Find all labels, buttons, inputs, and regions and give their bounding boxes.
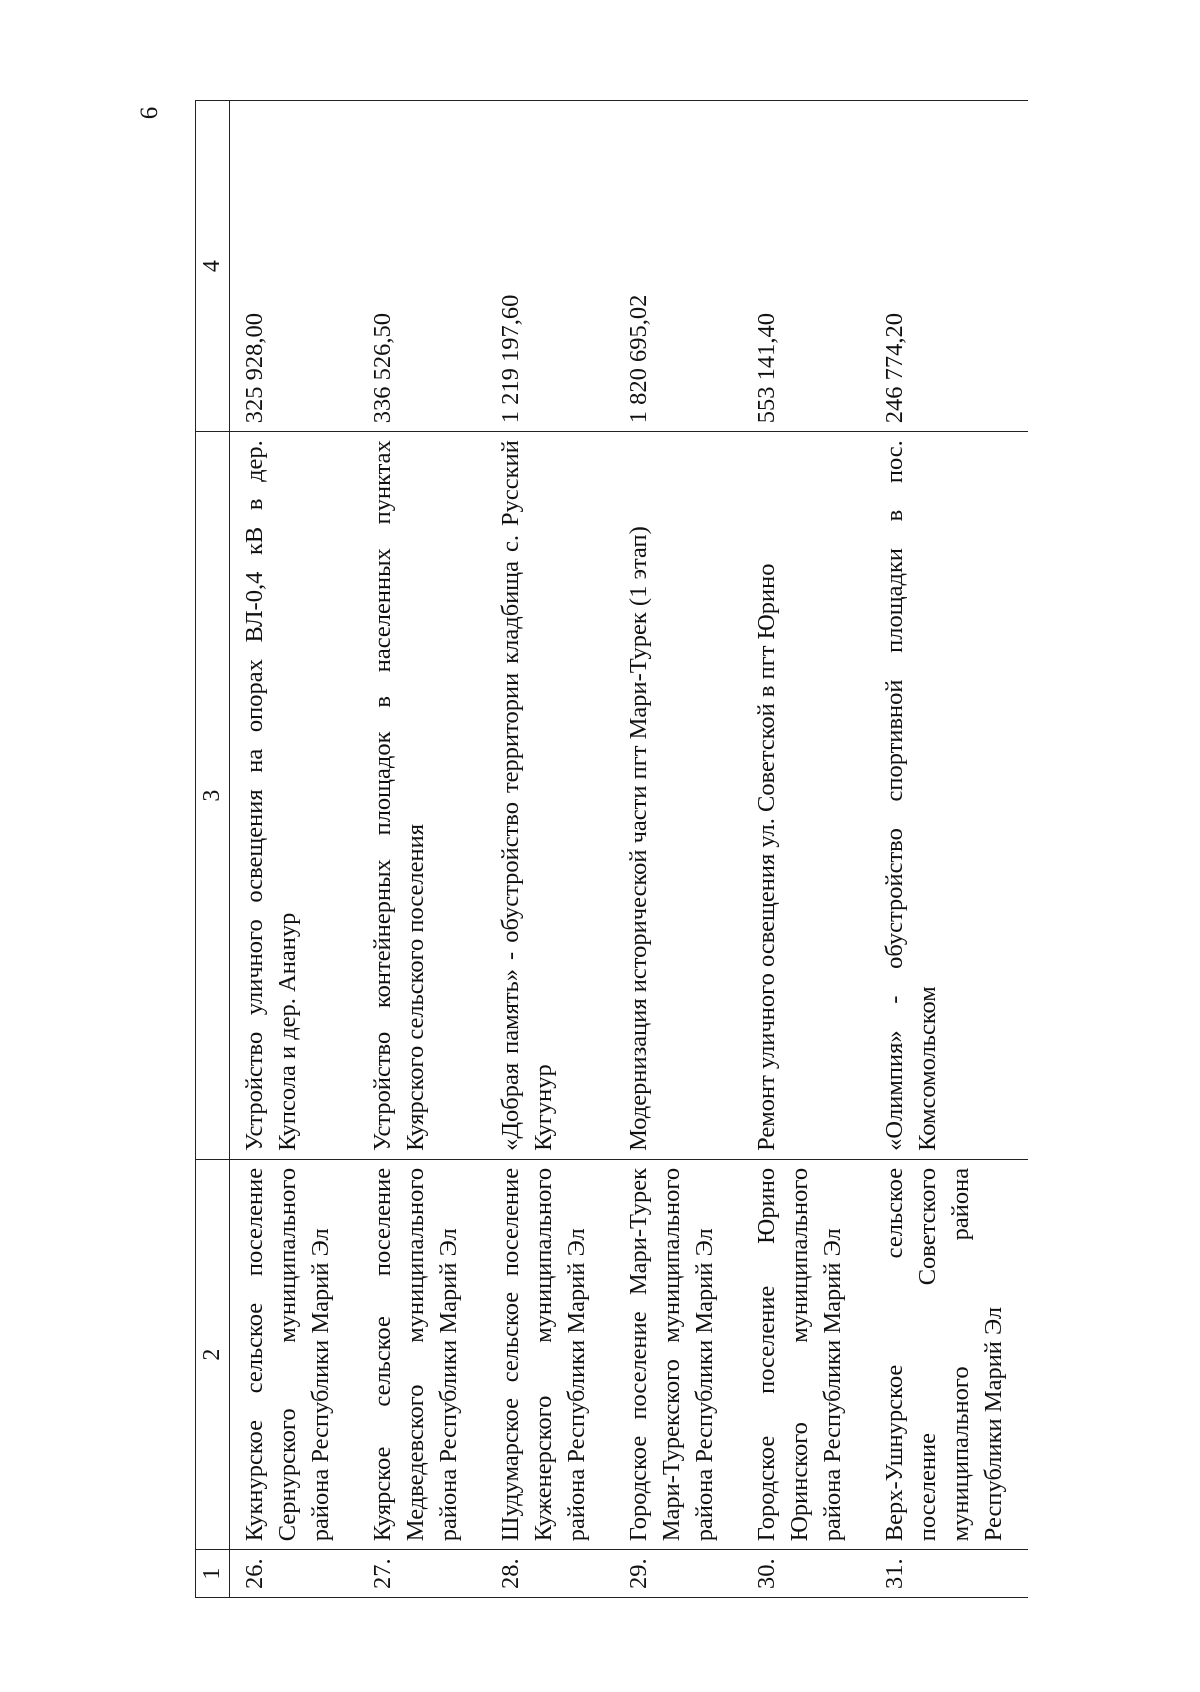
amount-cell: 1 219 197,60 <box>488 101 616 432</box>
table-row <box>872 101 1028 1598</box>
table-row <box>230 101 361 1598</box>
project-cell: Ремонт уличного освещения ул. Советской в пгт Юрино <box>744 432 872 1160</box>
project-cell: «Олимпия» - обустройство спортивной площадки в пос. Комсомольском <box>872 432 1028 1160</box>
municipality-cell: Городское поселение Мари-Турек Мари-Турекского муниципального района Республики Марий Эл <box>616 1159 744 1549</box>
project-cell: Устройство уличного освещения на опорах ВЛ-0,4 кВ в дер. Купсола и дер. Ананур <box>230 432 361 1160</box>
page-number: 6 <box>136 106 163 120</box>
project-cell: Устройство контейнерных площадок в населенных пунктах Куярского сельского поселения <box>360 432 488 1160</box>
row-number: 29. <box>616 1550 744 1598</box>
row-number: 27. <box>360 1550 488 1598</box>
table-row <box>616 101 744 1598</box>
row-number: 26. <box>230 1550 361 1598</box>
row-number: 28. <box>488 1550 616 1598</box>
project-cell: «Добрая память» - обустройство территории кладбища с. Русский Кугунур <box>488 432 616 1160</box>
municipality-cell: Шудумарское сельское поселение Куженерского муниципального района Республики Марий Эл <box>488 1159 616 1549</box>
table-row <box>744 101 872 1598</box>
column-header-3: 3 <box>196 432 230 1160</box>
rotated-table-container <box>195 100 1007 1598</box>
projects-table <box>195 100 1028 1598</box>
column-header-2: 2 <box>196 1159 230 1549</box>
column-header-1: 1 <box>196 1550 230 1598</box>
amount-cell: 325 928,00 <box>230 101 361 432</box>
project-cell: Модернизация исторической части пгт Мари-Турек (1 этап) <box>616 432 744 1160</box>
amount-cell: 1 820 695,02 <box>616 101 744 432</box>
row-number: 31. <box>872 1550 1028 1598</box>
amount-cell: 336 526,50 <box>360 101 488 432</box>
table-row <box>488 101 616 1598</box>
amount-cell: 553 141,40 <box>744 101 872 432</box>
table-row <box>360 101 488 1598</box>
municipality-cell: Куярское сельское поселение Медведевского муниципального района Республики Марий Эл <box>360 1159 488 1549</box>
column-header-4: 4 <box>196 101 230 432</box>
municipality-cell: Кукнурское сельское поселение Сернурского муниципального района Республики Марий Эл <box>230 1159 361 1549</box>
amount-cell: 246 774,20 <box>872 101 1028 432</box>
municipality-cell: Городское поселение Юрино Юринского муниципального района Республики Марий Эл <box>744 1159 872 1549</box>
row-number: 30. <box>744 1550 872 1598</box>
column-number-header <box>196 101 230 1598</box>
municipality-cell: Верх-Ушнурское сельское поселение Советского муниципального района Республики Марий Эл <box>872 1159 1028 1549</box>
